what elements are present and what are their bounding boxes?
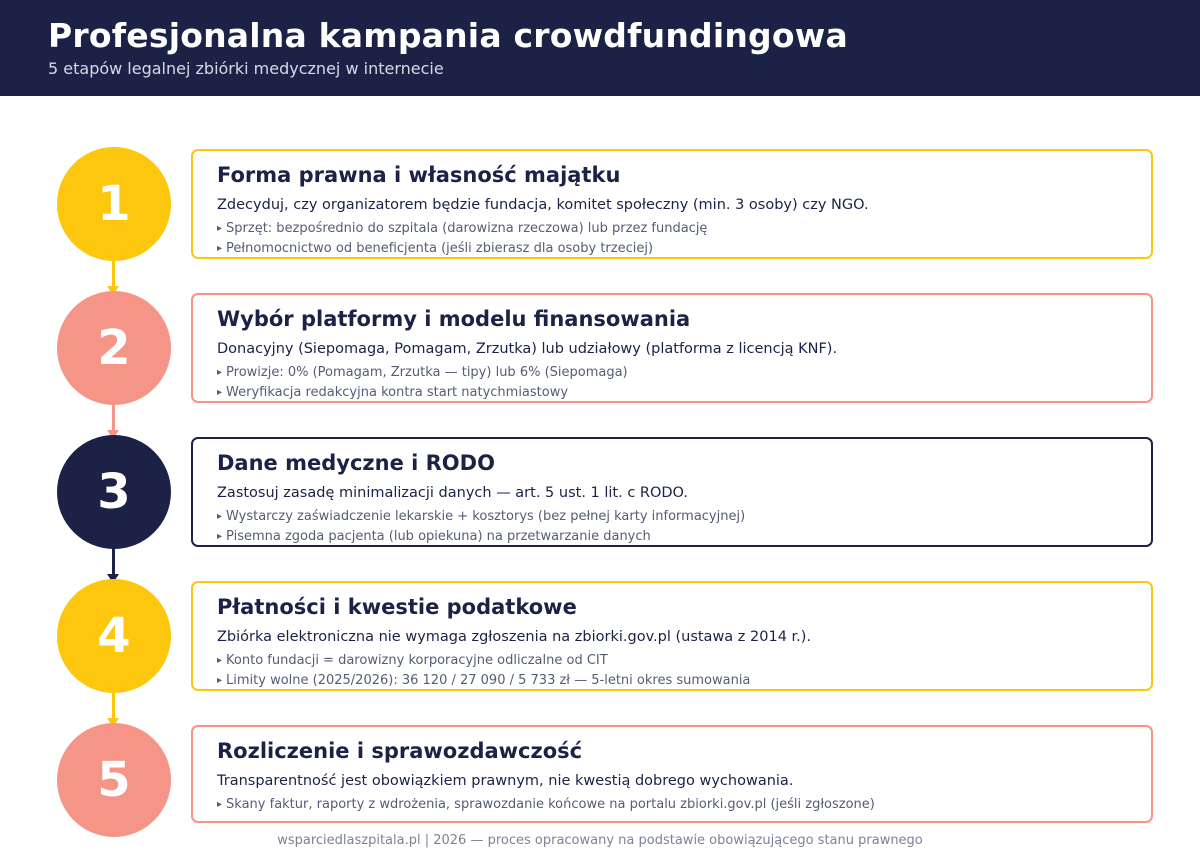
step-bullet — [217, 653, 608, 668]
connector-arrow — [112, 257, 115, 293]
step-number-circle — [57, 291, 171, 405]
bullet-triangle-icon: ▸ — [217, 242, 223, 254]
page-subtitle: 5 etapów legalnej zbiórki medycznej w internecie — [48, 59, 444, 78]
bullet-text: Weryfikacja redakcyjna kontra start natychmiastowy — [226, 384, 569, 400]
connector-arrow — [112, 689, 115, 725]
step-title: Rozliczenie i sprawozdawczość — [217, 739, 583, 763]
step-number: 3 — [97, 464, 131, 520]
step-bullet — [217, 365, 628, 380]
bullet-triangle-icon: ▸ — [217, 530, 223, 542]
step-bullet — [217, 241, 653, 256]
step-number-circle — [57, 579, 171, 693]
step-title: Forma prawna i własność majątku — [217, 163, 621, 187]
footer-note: wsparciedlaszpitala.pl | 2026 — proces opracowany na podstawie obowiązującego stanu prawnego — [277, 833, 923, 848]
step-bullet — [217, 797, 875, 812]
bullet-text: Wystarczy zaświadczenie lekarskie + kosztorys (bez pełnej karty informacyjnej) — [226, 509, 746, 524]
step-number: 5 — [97, 752, 131, 808]
bullet-triangle-icon: ▸ — [217, 511, 223, 522]
step-bullet — [217, 509, 745, 524]
header — [0, 0, 1200, 96]
step-title: Dane medyczne i RODO — [217, 451, 495, 475]
step-bullet — [217, 385, 568, 400]
bullet-triangle-icon: ▸ — [217, 386, 223, 398]
connector-arrow — [112, 545, 115, 581]
step-description: Zdecyduj, czy organizatorem będzie fundacja, komitet społeczny (min. 3 osoby) czy NGO. — [217, 197, 869, 213]
step-description: Transparentność jest obowiązkiem prawnym, nie kwestią dobrego wychowania. — [217, 773, 794, 789]
step-bullet — [217, 673, 750, 688]
step-title: Wybór platformy i modelu finansowania — [217, 307, 691, 331]
step-number-circle — [57, 435, 171, 549]
bullet-triangle-icon: ▸ — [217, 367, 223, 378]
step-number-circle — [57, 723, 171, 837]
step-bullet — [217, 221, 707, 236]
step-description: Donacyjny (Siepomaga, Pomagam, Zrzutka) lub udziałowy (platforma z licencją KNF). — [217, 341, 838, 357]
step-title: Płatności i kwestie podatkowe — [217, 595, 577, 619]
bullet-triangle-icon: ▸ — [217, 655, 223, 666]
step-card — [191, 725, 1153, 823]
step-number: 1 — [97, 176, 131, 232]
step-description: Zastosuj zasadę minimalizacji danych — art. 5 ust. 1 lit. c RODO. — [217, 485, 688, 501]
bullet-text: Limity wolne (2025/2026): 36 120 / 27 090 / 5 733 zł — 5-letni okres sumowania — [226, 672, 751, 688]
bullet-triangle-icon: ▸ — [217, 674, 223, 686]
step-description: Zbiórka elektroniczna nie wymaga zgłoszenia na zbiorki.gov.pl (ustawa z 2014 r.). — [217, 629, 812, 645]
bullet-text: Pisemna zgoda pacjenta (lub opiekuna) na przetwarzanie danych — [226, 528, 651, 544]
step-number: 2 — [97, 320, 131, 376]
page-title: Profesjonalna kampania crowdfundingowa — [48, 16, 848, 55]
step-bullet — [217, 529, 651, 544]
bullet-text: Prowizje: 0% (Pomagam, Zrzutka — tipy) lub 6% (Siepomaga) — [226, 365, 628, 380]
bullet-text: Skany faktur, raporty z wdrożenia, sprawozdanie końcowe na portalu zbiorki.gov.pl (jeśli zgłoszone) — [226, 797, 875, 812]
step-card — [191, 437, 1153, 547]
bullet-text: Konto fundacji = darowizny korporacyjne odliczalne od CIT — [226, 653, 608, 668]
bullet-text: Pełnomocnictwo od beneficjenta (jeśli zbierasz dla osoby trzeciej) — [226, 240, 654, 256]
bullet-triangle-icon: ▸ — [217, 223, 223, 234]
step-card — [191, 581, 1153, 691]
bullet-triangle-icon: ▸ — [217, 799, 223, 810]
step-number-circle — [57, 147, 171, 261]
bullet-text: Sprzęt: bezpośrednio do szpitala (darowizna rzeczowa) lub przez fundację — [226, 221, 708, 236]
step-number: 4 — [97, 608, 131, 664]
step-card — [191, 293, 1153, 403]
connector-arrow — [112, 401, 115, 437]
step-card — [191, 149, 1153, 259]
